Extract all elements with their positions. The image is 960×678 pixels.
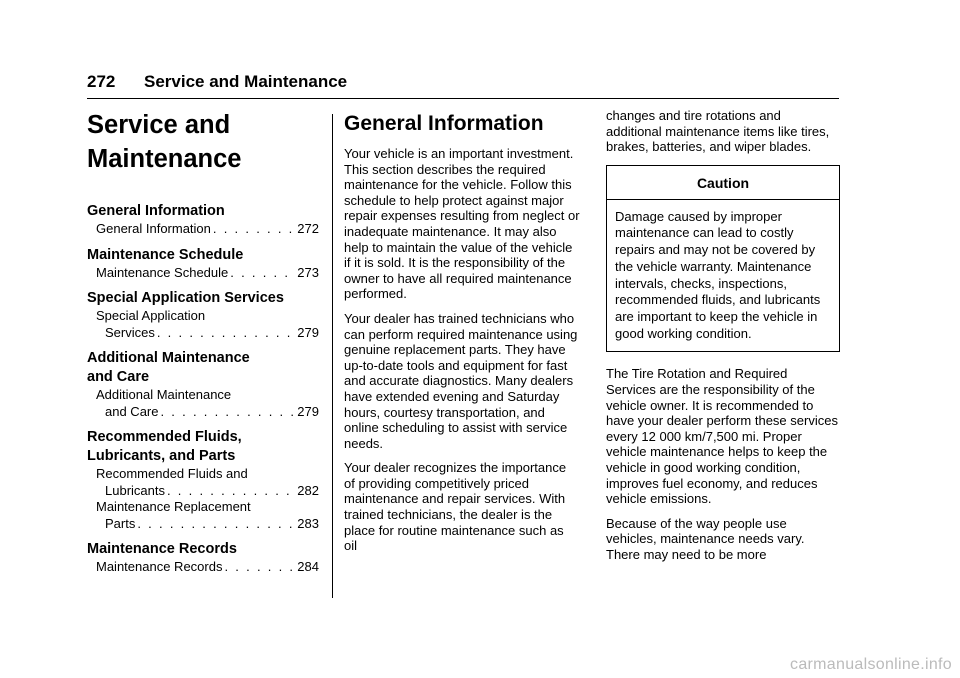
toc-page-number: 279 <box>297 403 319 419</box>
body-paragraph: changes and tire rotations and additional maintenance items like tires, brakes, batteries, and wiper blades. <box>606 108 830 155</box>
continued-column <box>606 108 840 572</box>
running-section-title: Service and Maintenance <box>144 72 348 91</box>
caution-text: Damage caused by improper maintenance can lead to costly repairs and may not be covered by the vehicle warranty. Maintenance intervals, checks, inspections, recommended fluids, and lubricants are important to keep the vehicle in good working condition. <box>615 208 821 341</box>
toc-entry-text: Services <box>105 324 155 340</box>
toc-entry[interactable] <box>87 265 319 282</box>
chapter-title-line2: Maintenance <box>87 145 242 173</box>
page-header <box>87 72 839 99</box>
toc-page-number: 283 <box>297 515 319 531</box>
toc-entry[interactable] <box>87 466 319 499</box>
toc-entry-text: Parts <box>105 515 136 531</box>
toc-page-number: 282 <box>297 482 319 498</box>
chapter-title-line1: Service and <box>87 111 231 139</box>
body-paragraph: Your vehicle is an important investment. This section describes the required maintenance for the vehicle. Follow this schedule to help protect against major repair expenses resulting from neglect or inadequate maintenance. It may also help to maintain the value of the vehicle if it is sold. It is the responsibility of the owner to have all required maintenance performed. <box>344 146 580 302</box>
chapter-title <box>87 108 319 176</box>
caution-box <box>606 165 840 353</box>
toc-section <box>87 540 319 576</box>
page-number: 272 <box>87 72 116 91</box>
toc-entry-line1: Special Application <box>96 308 206 323</box>
toc-entry[interactable] <box>87 559 319 576</box>
toc-entry[interactable] <box>87 499 319 532</box>
toc-entry-text: Maintenance Schedule <box>96 264 229 280</box>
toc-heading-line2: and Care <box>87 369 150 385</box>
toc-entry-text: General Information <box>96 221 211 236</box>
toc-entry-text: Maintenance Records <box>96 559 223 574</box>
toc-page-number: 273 <box>297 264 319 280</box>
toc-section <box>87 349 319 420</box>
toc-section <box>87 289 319 341</box>
toc-heading[interactable] <box>87 428 319 466</box>
toc-heading[interactable]: Special Application Services <box>87 290 284 306</box>
section-title: General Information <box>344 112 544 135</box>
body-paragraph: The Tire Rotation and Required Services are the responsibility of the vehicle owner. It is recommended to have your dealer perform these services every 12 000 km/7,500 mi. Proper vehicle maintenance helps to keep the vehicle in good working condition, improves fuel economy, and reduces vehicle emissions. <box>606 366 838 507</box>
toc-heading[interactable]: General Information <box>87 203 225 219</box>
toc-heading[interactable] <box>87 349 319 387</box>
toc-page-number: 272 <box>297 221 319 236</box>
body-paragraph: Your dealer recognizes the importance of providing competitively priced maintenance and repair services. With trained technicians, the dealer is the place for routine maintenance such as oil <box>344 460 567 554</box>
general-information-column <box>344 110 580 563</box>
toc-section <box>87 428 319 532</box>
toc-entry-text: and Care <box>105 403 159 419</box>
column-divider <box>332 114 333 598</box>
body-paragraph: Because of the way people use vehicles, maintenance needs vary. There may need to be more <box>606 515 805 562</box>
toc-entry-line1: Additional Maintenance <box>96 387 232 402</box>
toc-entry[interactable] <box>87 387 319 420</box>
toc-page-number: 284 <box>297 559 319 574</box>
toc-heading[interactable]: Maintenance Records <box>87 541 237 557</box>
toc-heading-line1: Recommended Fluids, <box>87 429 242 445</box>
toc-entry-line1: Maintenance Replacement <box>96 499 251 514</box>
toc-heading-line2: Lubricants, and Parts <box>87 448 236 464</box>
toc-entry-text: Lubricants <box>105 482 165 498</box>
toc-section <box>87 202 319 238</box>
toc-entry[interactable] <box>87 308 319 341</box>
toc-heading-line1: Additional Maintenance <box>87 350 250 366</box>
body-paragraph: Your dealer has trained technicians who can perform required maintenance using genuine replacement parts. They have up-to-date tools and equipment for fast and accurate diagnostics. Many dealers have extended evening and Saturday hours, courtesy transportation, and online scheduling to assist with service needs. <box>344 310 578 451</box>
toc-heading[interactable]: Maintenance Schedule <box>87 246 244 263</box>
toc-section <box>87 246 319 282</box>
toc-page-number: 279 <box>297 324 319 340</box>
watermark: carmanualsonline.info <box>790 656 952 673</box>
caution-heading: Caution <box>607 166 839 200</box>
toc-entry-line1: Recommended Fluids and <box>96 466 248 481</box>
toc-entry[interactable] <box>87 221 319 238</box>
chapter-toc-column <box>87 108 319 584</box>
